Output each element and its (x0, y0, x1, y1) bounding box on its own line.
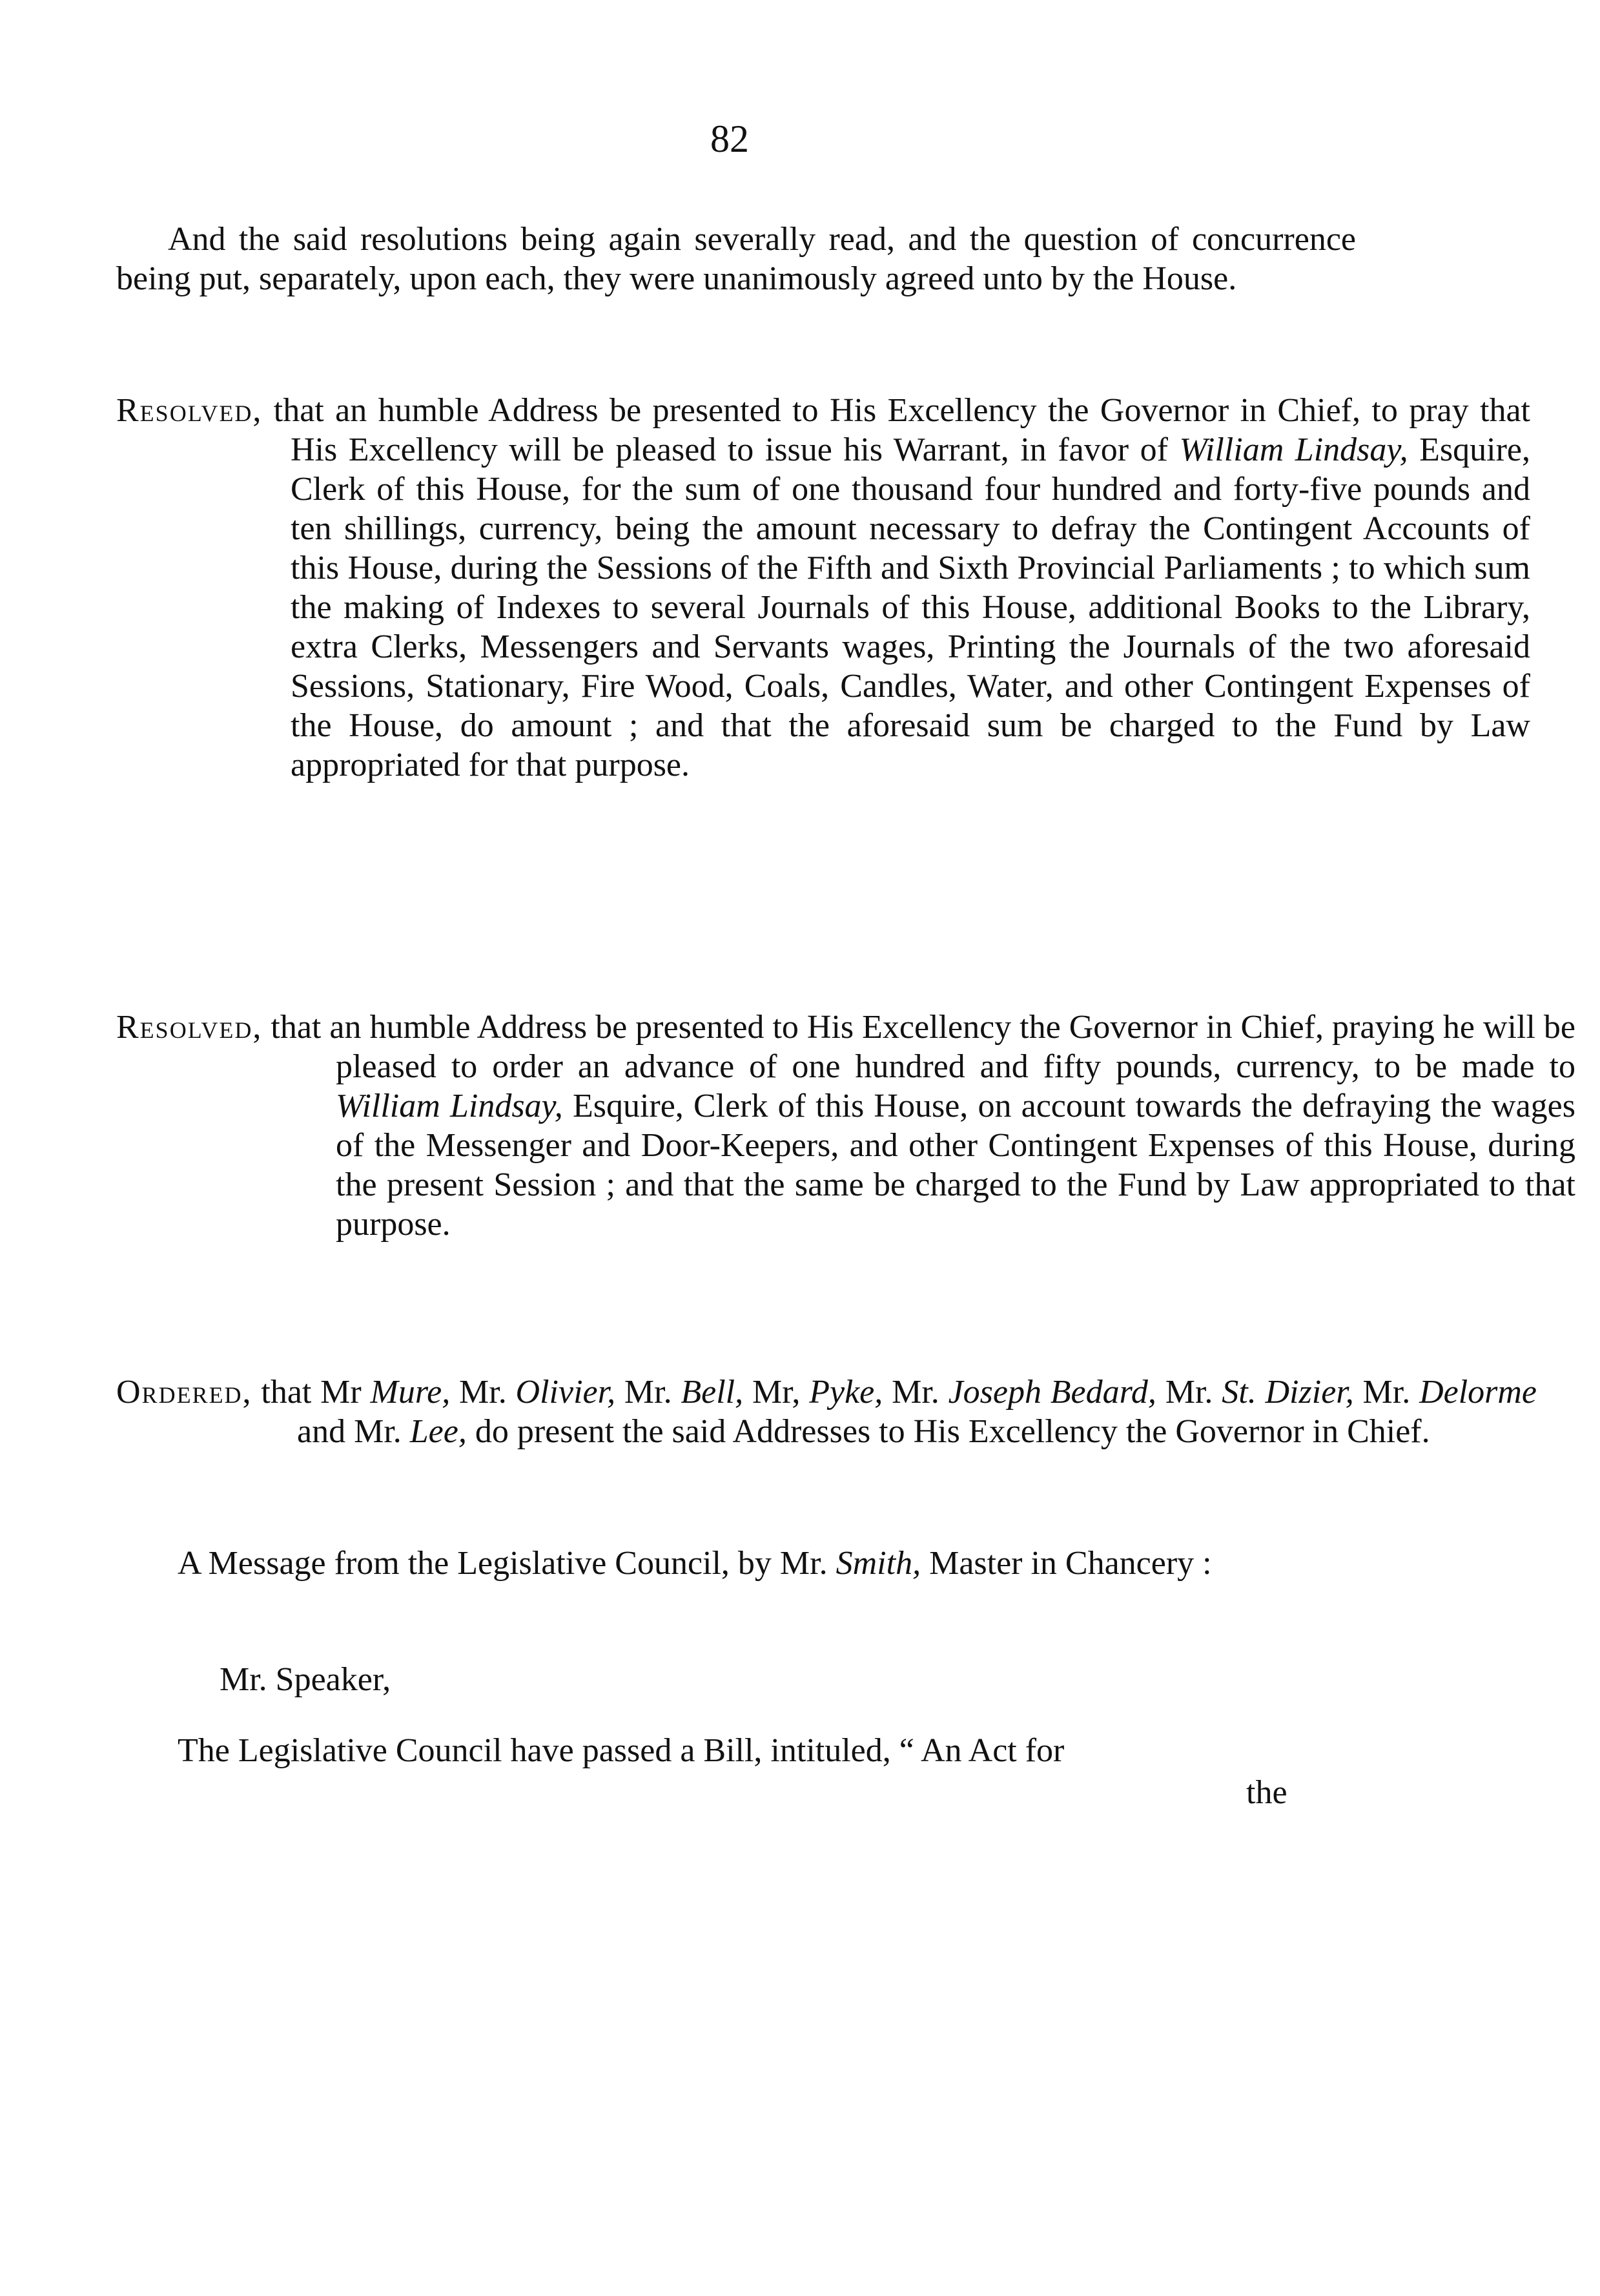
order-member-3: Bell, (681, 1374, 744, 1411)
resolution-1 (116, 391, 1530, 785)
order-text-2: Mr. (450, 1374, 516, 1411)
catchword: the (1246, 1774, 1287, 1811)
resolution-2-name: William Lindsay, (336, 1088, 563, 1124)
order-member-4: Pyke, (809, 1374, 883, 1411)
resolution-2-text-b: Esquire, Clerk of this House, on account towards the defraying the wages of the Messenger and Door-Keepers, and other Contingent Expenses of this House, during the present Session ; and that the same be charged to the Fund by Law appropriated to that purpose. (336, 1088, 1575, 1243)
order-lead: Ordered, (116, 1374, 252, 1411)
order-text-5: Mr. (883, 1374, 949, 1411)
order-member-2: Olivier, (515, 1374, 616, 1411)
order-text-7: Mr. (1353, 1374, 1420, 1411)
message-text-a: A Message from the Legislative Council, by Mr. (178, 1545, 836, 1582)
resolution-2 (116, 1008, 1575, 1244)
order-member-6: St. Dizier, (1222, 1374, 1354, 1411)
resolution-1-text-a: that an humble Address be presented to His Excellency the Governor in Chief, to pray that His Excellency will be pleased to issue his Warrant, in favor of (262, 392, 1530, 468)
council-bill-paragraph: The Legislative Council have passed a Bill, intituled, “ An Act for (178, 1732, 1065, 1769)
message-name: Smith, (836, 1545, 921, 1582)
resolution-2-text-a: that an humble Address be presented to His Excellency the Governor in Chief, praying he will be pleased to order an advance of one hundred and fifty pounds, currency, to be made to (262, 1009, 1575, 1085)
order-member-1: Mure, (370, 1374, 451, 1411)
resolution-2-lead: Resolved, (116, 1009, 263, 1046)
message-text-b: Master in Chancery : (921, 1545, 1212, 1582)
order-text-6: Mr. (1156, 1374, 1222, 1411)
order-text-1: that Mr (252, 1374, 371, 1411)
resolution-1-text-b: Esquire, Clerk of this House, for the sum of one thousand four hundred and forty-five pounds and ten shillings, currency, being the amount necessary to defray the Contingent Accounts of this House, during the Sessions of the Fifth and Sixth Provincial Parliaments ; to which sum the making of Indexes to several Journals of this House, additional Books to the Library, extra Clerks, Messengers and Servants wages, Printing the Journals of the two aforesaid Sessions, Stationary, Fire Wood, Coals, Candles, Water, and other Contingent Expenses of the House, do amount ; and that the aforesaid sum be charged to the Fund by Law appropriated for that purpose. (291, 431, 1531, 783)
order-member-8: Lee, (409, 1413, 467, 1450)
order-entry (116, 1372, 1537, 1451)
opening-paragraph: And the said resolutions being again severally read, and the question of concurrence being put, separately, upon each, they were unanimously agreed unto by the House. (116, 221, 1356, 297)
order-member-5: Joseph Bedard, (948, 1374, 1156, 1411)
speaker-salutation: Mr. Speaker, (220, 1661, 391, 1698)
order-text-8: and Mr. (297, 1413, 410, 1450)
resolution-1-name: William Lindsay, (1179, 431, 1408, 468)
order-member-7: Delorme (1419, 1374, 1537, 1411)
resolution-1-lead: Resolved, (116, 392, 263, 429)
council-message (116, 1544, 1356, 1583)
order-text-9: do present the said Addresses to His Excellency the Governor in Chief. (466, 1413, 1430, 1450)
order-text-3: Mr. (615, 1374, 681, 1411)
order-text-4: Mr, (743, 1374, 810, 1411)
page-number: 82 (710, 118, 749, 160)
